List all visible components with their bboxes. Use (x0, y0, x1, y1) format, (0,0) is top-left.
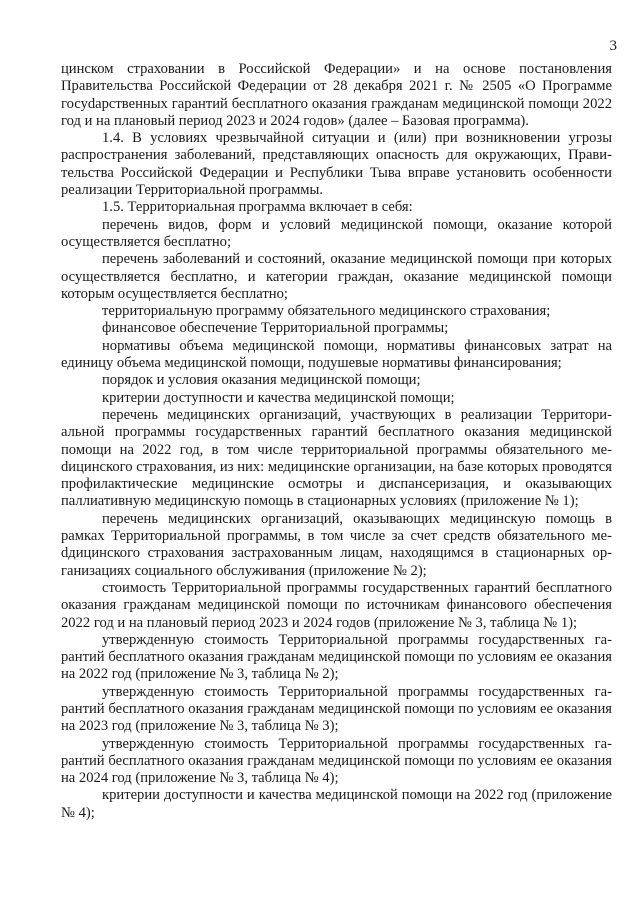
page-number: 3 (609, 38, 617, 54)
paragraph-1-5: 1.5. Территориальная программа включает в себя: (102, 199, 413, 216)
list-item: стоимость Территориальной программы государственных гарантий бесплатного оказания гражданам медицинской помощи по источникам финансового обеспечения 2022 год и на плановый период 2023 и 2024 годов (приложение № 3, таблица № 1); (61, 579, 612, 631)
list-item: территориальную программу обязательного медицинского страхования; (102, 303, 551, 320)
paragraph-1-4: 1.4. В условиях чрезвычайной ситуации и (или) при возникновении угрозы распространения заболеваний, представляющих опасность для окружающих, Правительства Российской Федерации и Республики Тыва вправе установить особенности реализации Территориальной программы. (61, 130, 612, 199)
list-item: перечень медицинских организаций, участвующих в реализации Территориальной программы государственных гарантий бесплатного оказания медицинской помощи на 2022 год, в том числе территориальной программы обязательного меdицинского страхования, из них: медицинские организации, на базе которых проводятся профилактические медицинские осмотры и диспансеризация, и оказывающих паллиативную медицинскую помощь в стационарных условиях (приложение № 1); (61, 406, 612, 510)
list-item: перечень видов, форм и условий медицинской помощи, оказание которой осуществляется бесплатно; (61, 216, 612, 250)
list-item: порядок и условия оказания медицинской помощи; (102, 372, 421, 389)
list-item: утвержденную стоимость Территориальной программы государственных гарантий бесплатного оказания гражданам медицинской помощи по условиям ее оказания на 2022 год (приложение № 3, таблица № 2); (61, 631, 612, 683)
list-item: нормативы объема медицинской помощи, нормативы финансовых затрат на единицу объема медицинской помощи, подушевые нормативы финансирования; (61, 337, 612, 372)
list-item: утвержденную стоимость Территориальной программы государственных гарантий бесплатного оказания гражданам медицинской помощи по условиям ее оказания на 2024 год (приложение № 3, таблица № 4); (61, 735, 612, 787)
list-item: критерии доступности и качества медицинской помощи; (102, 389, 455, 406)
document-body (61, 61, 612, 822)
list-item: перечень медицинских организаций, оказывающих медицинскую помощь в рамках Территориальной программы, в том числе за счет средств обязательного меdдицинского страхования застрахованным лицам, находящимся в стационарных организациях социального обслуживания (приложение № 2); (61, 510, 612, 579)
list-item: финансовое обеспечение Территориальной программы; (102, 320, 449, 337)
list-item: перечень заболеваний и состояний, оказание медицинской помощи при которых осуществляется бесплатно, и категории граждан, оказание медицинской помощи которым осуществляется бесплатно; (61, 251, 612, 302)
list-item: утвержденную стоимость Территориальной программы государственных гарантий бесплатного оказания гражданам медицинской помощи по условиям ее оказания на 2023 год (приложение № 3, таблица № 3); (61, 683, 612, 735)
paragraph-continuation: цинском страховании в Российской Федерации» и на основе постановления Правительства Российской Федерации от 28 декабря 2021 г. № 2505 «О Программе госуdарственных гарантий бесплатного оказания гражданам медицинской помощи 2022 год и на плановый период 2023 и 2024 годов» (далее – Базовая программа). (61, 61, 612, 129)
list-item: критерии доступности и качества медицинской помощи на 2022 год (приложение № 4); (61, 787, 612, 821)
